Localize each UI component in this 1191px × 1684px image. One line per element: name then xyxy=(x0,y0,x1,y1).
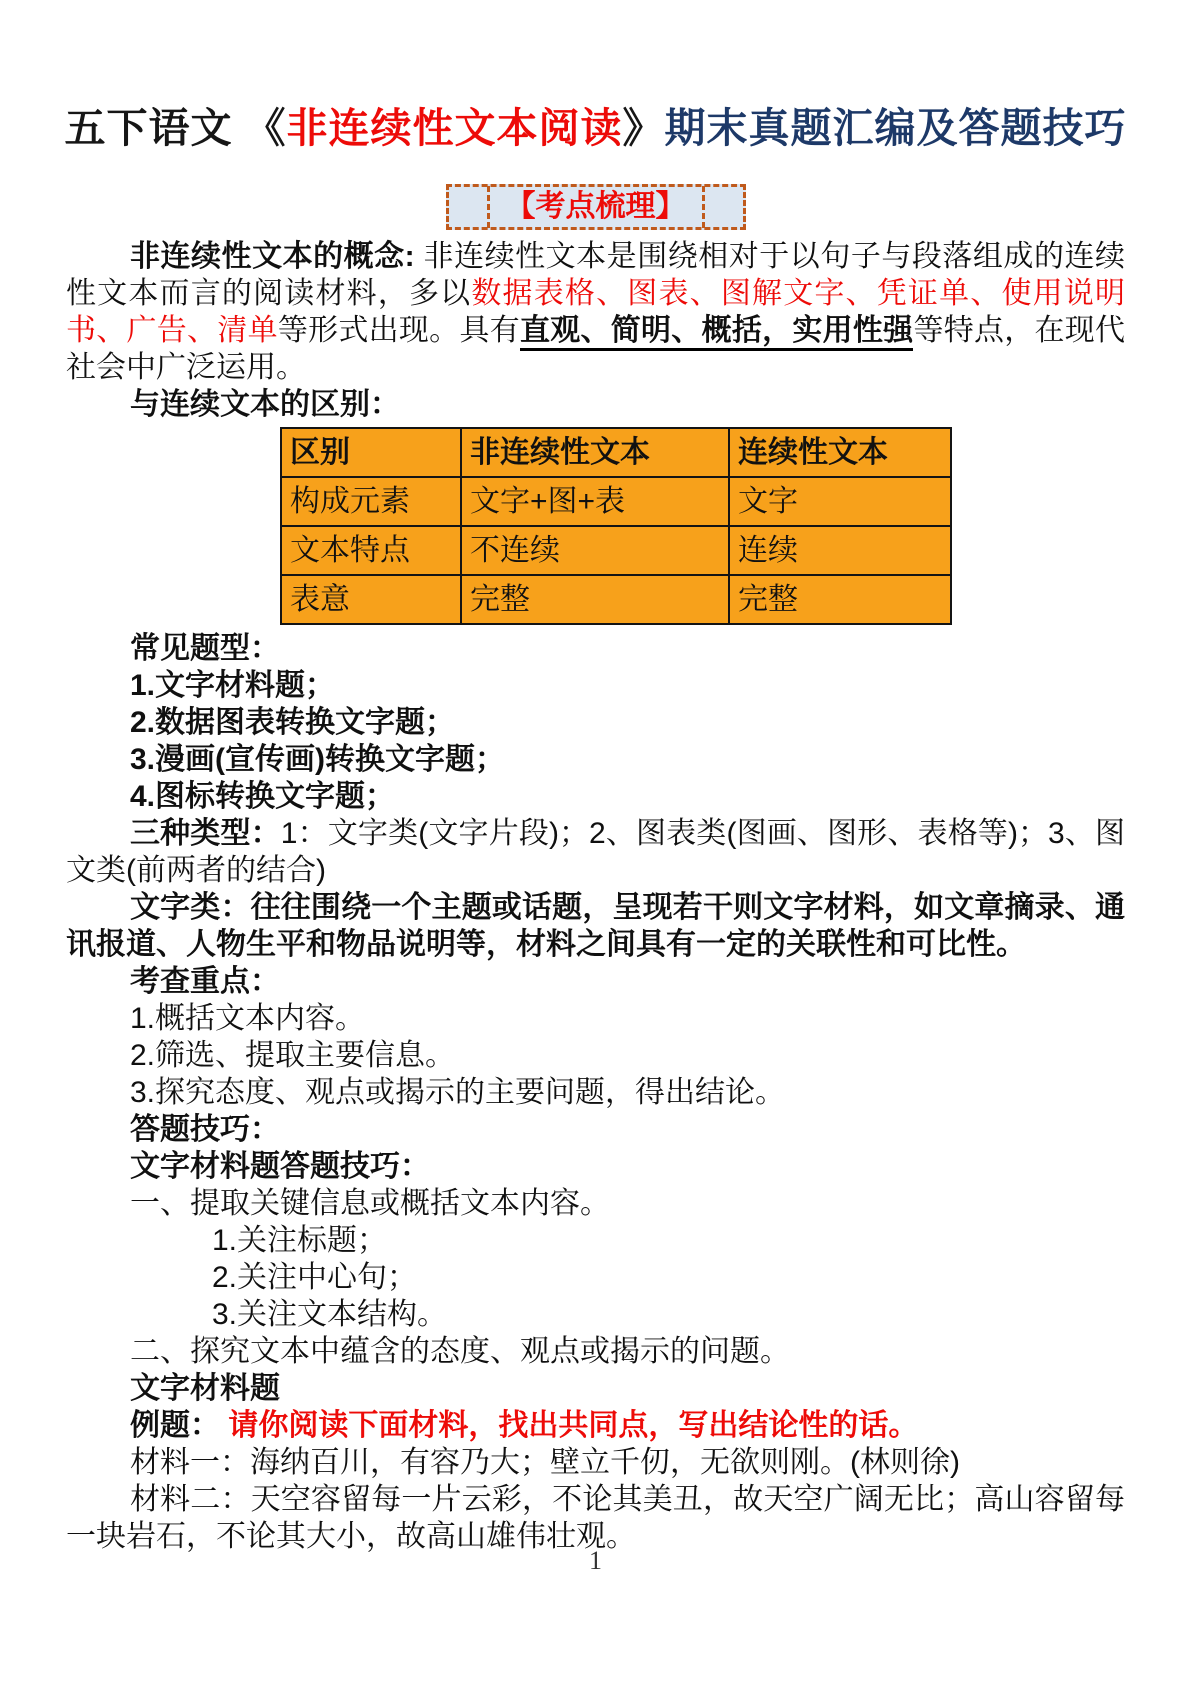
skills-point-2: 二、探究文本中蕴含的态度、观点或揭示的问题。 xyxy=(130,1335,790,1368)
badge-row xyxy=(0,184,1191,230)
concept-text1: 非连续性文本是围绕相对于以句子与段落组成的连续性文本而言的阅读材料，多以 xyxy=(66,240,1125,310)
concept-paragraph xyxy=(66,238,1125,386)
document-body xyxy=(66,238,1125,1555)
page-number: 1 xyxy=(589,1546,602,1575)
difference-heading: 与连续文本的区别： xyxy=(130,388,400,421)
table-header-row xyxy=(281,428,951,477)
concept-underlined-traits: 直观、简明、概括，实用性强 xyxy=(520,314,913,351)
table-cell: 文本特点 xyxy=(281,526,461,575)
concept-lead: 非连续性文本的概念: xyxy=(130,240,415,273)
table-cell: 文字 xyxy=(729,477,951,526)
three-types-body: 1：文字类(文字片段)；2、图表类(图画、图形、表格等)；3、图文类(前两者的结合) xyxy=(66,817,1126,887)
table-cell: 完整 xyxy=(729,575,951,624)
skills-sub-point: 3.关注文本结构。 xyxy=(212,1298,448,1331)
answer-skills-heading: 答题技巧： xyxy=(130,1113,280,1146)
table-cell: 连续 xyxy=(729,526,951,575)
comparison-table xyxy=(280,427,952,625)
exam-focus-item: 3.探究态度、观点或揭示的主要问题，得出结论。 xyxy=(130,1076,786,1109)
common-type-item: 4.图标转换文字题； xyxy=(130,780,396,813)
skills-point-1: 一、提取关键信息或概括文本内容。 xyxy=(130,1187,610,1220)
table-row xyxy=(281,526,951,575)
key-points-badge xyxy=(446,184,746,230)
example-prompt: 请你阅读下面材料，找出共同点，写出结论性的话。 xyxy=(228,1409,919,1442)
title-prefix: 五下语文 xyxy=(64,105,233,151)
concept-red-list: 数据表格、图表、图解文字、凭证单、使用说明书、广告、清单 xyxy=(66,277,1126,347)
common-type-item: 1.文字材料题； xyxy=(130,669,336,702)
badge-divider-left xyxy=(487,186,490,228)
badge-label: 【考点梳理】 xyxy=(505,190,686,223)
example-paragraph xyxy=(66,1407,1125,1444)
table-row xyxy=(281,477,951,526)
text-material-heading: 文字材料题 xyxy=(130,1372,280,1405)
text-material-skills-heading: 文字材料题答题技巧： xyxy=(130,1150,430,1183)
table-cell: 完整 xyxy=(461,575,729,624)
exam-focus-item: 1.概括文本内容。 xyxy=(130,1002,366,1035)
text-class-lead: 文字类： xyxy=(130,891,251,924)
common-types-heading: 常见题型： xyxy=(130,632,280,665)
table-cell: 不连续 xyxy=(461,526,729,575)
common-type-item: 3.漫画(宣传画)转换文字题； xyxy=(130,743,505,776)
three-types-lead: 三种类型： xyxy=(130,817,281,850)
exam-focus-heading: 考查重点： xyxy=(130,965,280,998)
skills-sub-point: 2.关注中心句； xyxy=(212,1261,418,1294)
table-header-cell: 非连续性文本 xyxy=(461,428,729,477)
table-cell: 构成元素 xyxy=(281,477,461,526)
title-highlight: 非连续性文本阅读 xyxy=(286,105,623,151)
concept-text3: 等特点，在现代社会中广泛运用。 xyxy=(66,314,1126,384)
page-title xyxy=(0,0,1191,156)
three-types-paragraph xyxy=(66,815,1125,889)
material-2: 材料二：天空容留每一片云彩，不论其美丑，故天空广阔无比；高山容留每一块岩石，不论其大小，故高山雄伟壮观。 xyxy=(66,1483,1125,1553)
table-header-cell: 连续性文本 xyxy=(729,428,951,477)
table-row xyxy=(281,575,951,624)
example-lead: 例题： xyxy=(130,1409,220,1442)
text-class-paragraph xyxy=(66,889,1125,963)
table-header-cell: 区别 xyxy=(281,428,461,477)
table-cell: 表意 xyxy=(281,575,461,624)
title-suffix: 期末真题汇编及答题技巧 xyxy=(664,105,1127,151)
title-bracket-close: 》 xyxy=(622,105,665,151)
table-cell: 文字+图+表 xyxy=(461,477,729,526)
title-bracket-open: 《 xyxy=(244,105,287,151)
concept-text2: 等形式出现。具有 xyxy=(277,314,520,347)
material-1: 材料一：海纳百川，有容乃大；壁立千仞，无欲则刚。(林则徐) xyxy=(130,1446,960,1479)
common-type-item: 2.数据图表转换文字题； xyxy=(130,706,456,739)
text-class-body: 往往围绕一个主题或话题，呈现若干则文字材料，如文章摘录、通讯报道、人物生平和物品说明等，材料之间具有一定的关联性和可比性。 xyxy=(66,891,1125,961)
badge-divider-right xyxy=(702,186,705,228)
skills-sub-point: 1.关注标题； xyxy=(212,1224,388,1257)
exam-focus-item: 2.筛选、提取主要信息。 xyxy=(130,1039,456,1072)
